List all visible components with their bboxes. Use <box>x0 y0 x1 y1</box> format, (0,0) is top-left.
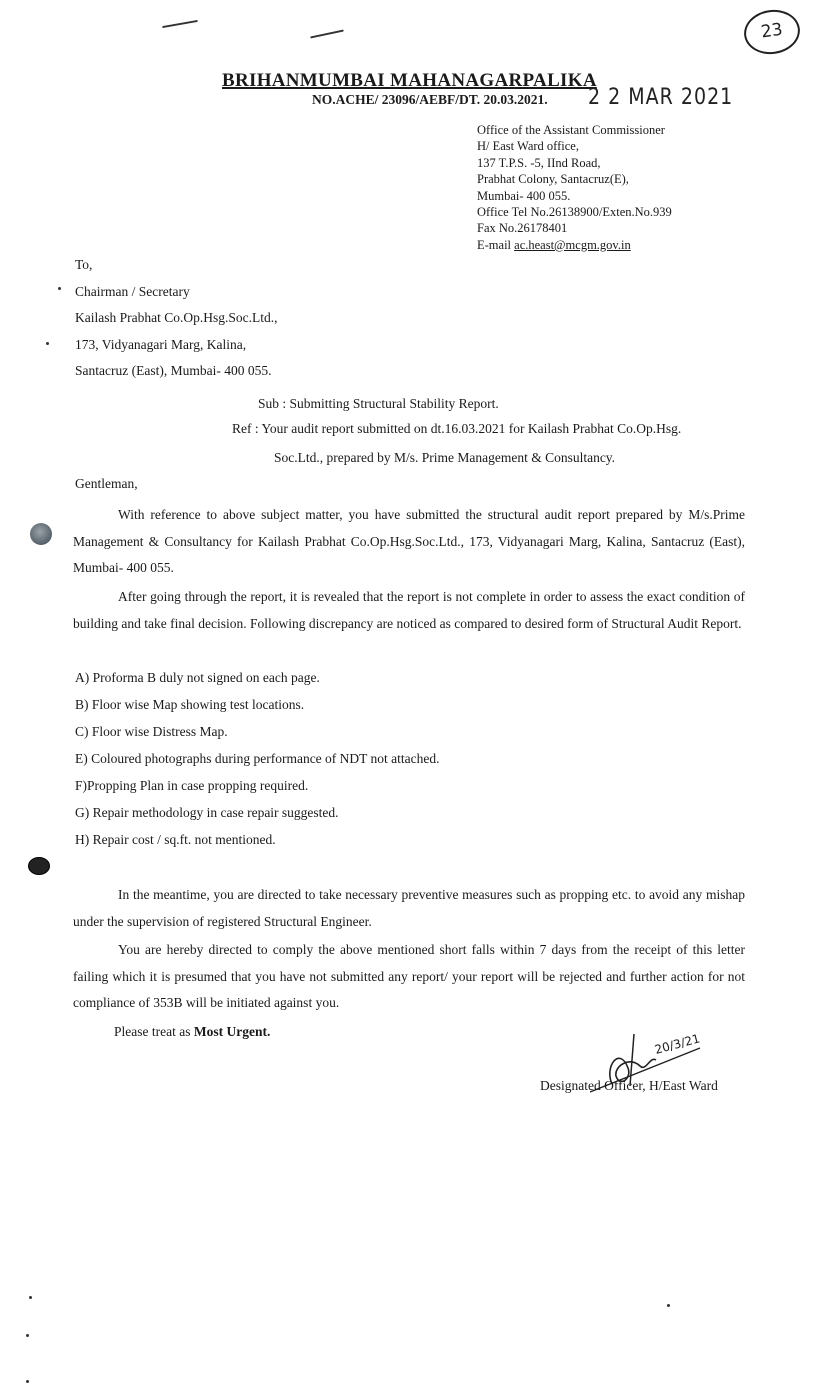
address-line: H/ East Ward office, <box>477 139 579 154</box>
subject-line: Sub : Submitting Structural Stability Report. <box>258 396 499 411</box>
paragraph-text: In the meantime, you are directed to take necessary preventive measures such as propping etc. to avoid any mishap under the supervision of registered Structural Engineer. <box>73 887 745 929</box>
reference-line-1: Ref : Your audit report submitted on dt.16.03.2021 for Kailash Prabhat Co.Op.Hsg. <box>232 421 682 436</box>
speck <box>667 1304 670 1307</box>
paragraph-compliance <box>73 937 745 1017</box>
recipient-line: Kailash Prabhat Co.Op.Hsg.Soc.Ltd., <box>75 310 278 325</box>
address-line: Office of the Assistant Commissioner <box>477 123 665 137</box>
speck <box>26 1380 29 1383</box>
page-number-mark: 23 <box>741 6 803 57</box>
office-address <box>477 122 672 253</box>
pen-mark <box>162 20 198 28</box>
recipient-line: Chairman / Secretary <box>75 283 190 299</box>
address-line: Prabhat Colony, Santacruz(E), <box>477 172 629 187</box>
paragraph-text: You are hereby directed to comply the above mentioned short falls within 7 days from the receipt of this letter failing which it is presumed that you have not submitted any report/ your report will be rejected and further action for not compliance of 353B will be initiated against you. <box>73 942 745 1010</box>
closing-emphasis: Most Urgent. <box>193 1024 271 1039</box>
email-label: E-mail <box>477 237 512 252</box>
signature-date: 20/3/21 <box>653 1031 702 1057</box>
closing-line <box>114 1024 270 1040</box>
salutation: Gentleman, <box>75 476 138 491</box>
received-date-stamp: 2 2 MAR 2021 <box>588 84 734 110</box>
ink-stamp-icon <box>28 857 50 875</box>
paragraph-findings <box>73 584 745 637</box>
to-label: To, <box>75 257 93 272</box>
email-line <box>477 237 672 253</box>
email-link[interactable]: ac.heast@mcgm.gov.in <box>514 237 631 252</box>
address-line: 137 T.P.S. -5, IInd Road, <box>477 155 601 170</box>
list-item: G) Repair methodology in case repair suggested. <box>75 805 339 820</box>
address-line: Mumbai- 400 055. <box>477 188 571 203</box>
paragraph-reference <box>73 502 745 582</box>
list-item: H) Repair cost / sq.ft. not mentioned. <box>75 832 276 847</box>
paragraph-text: With reference to above subject matter, you have submitted the structural audit report prepared by M/s.Prime Management & Consultancy for Kailash Prabhat Co.Op.Hsg.Soc.Ltd., 173, Vidyanagari Marg, Kalina, Santacruz (East), Mumbai- 400 055. <box>73 507 745 575</box>
list-item: A) Proforma B duly not signed on each page. <box>75 670 320 685</box>
speck <box>46 342 49 345</box>
closing-prefix: Please treat as <box>114 1024 194 1039</box>
paragraph-text: After going through the report, it is revealed that the report is not complete in order to assess the exact condition of building and take final decision. Following discrepancy are noticed as compared to desired form of Structural Audit Report. <box>73 589 745 631</box>
recipient-block <box>75 257 277 390</box>
reference-line-2: Soc.Ltd., prepared by M/s. Prime Management & Consultancy. <box>274 450 616 465</box>
speck <box>29 1296 32 1299</box>
pen-mark <box>310 29 344 38</box>
address-line: Office Tel No.26138900/Exten.No.939 <box>477 205 672 220</box>
list-item: F)Propping Plan in case propping required. <box>75 778 309 793</box>
recipient-line: 173, Vidyanagari Marg, Kalina, <box>75 336 247 352</box>
recipient-line: Santacruz (East), Mumbai- 400 055. <box>75 363 272 378</box>
paragraph-preventive-measures <box>73 882 745 935</box>
address-line: Fax No.26178401 <box>477 221 568 236</box>
signatory-designation: Designated Officer, H/East Ward <box>540 1078 718 1093</box>
list-item: B) Floor wise Map showing test locations. <box>75 697 305 712</box>
punch-hole <box>30 523 52 545</box>
speck <box>26 1334 29 1337</box>
speck <box>58 287 61 290</box>
discrepancy-list <box>75 670 440 859</box>
list-item: C) Floor wise Distress Map. <box>75 724 228 739</box>
reference-number: NO.ACHE/ 23096/AEBF/DT. 20.03.2021. <box>312 92 548 107</box>
list-item: E) Coloured photographs during performance of NDT not attached. <box>75 751 440 766</box>
organization-title: BRIHANMUMBAI MAHANAGARPALIKA <box>222 70 597 91</box>
